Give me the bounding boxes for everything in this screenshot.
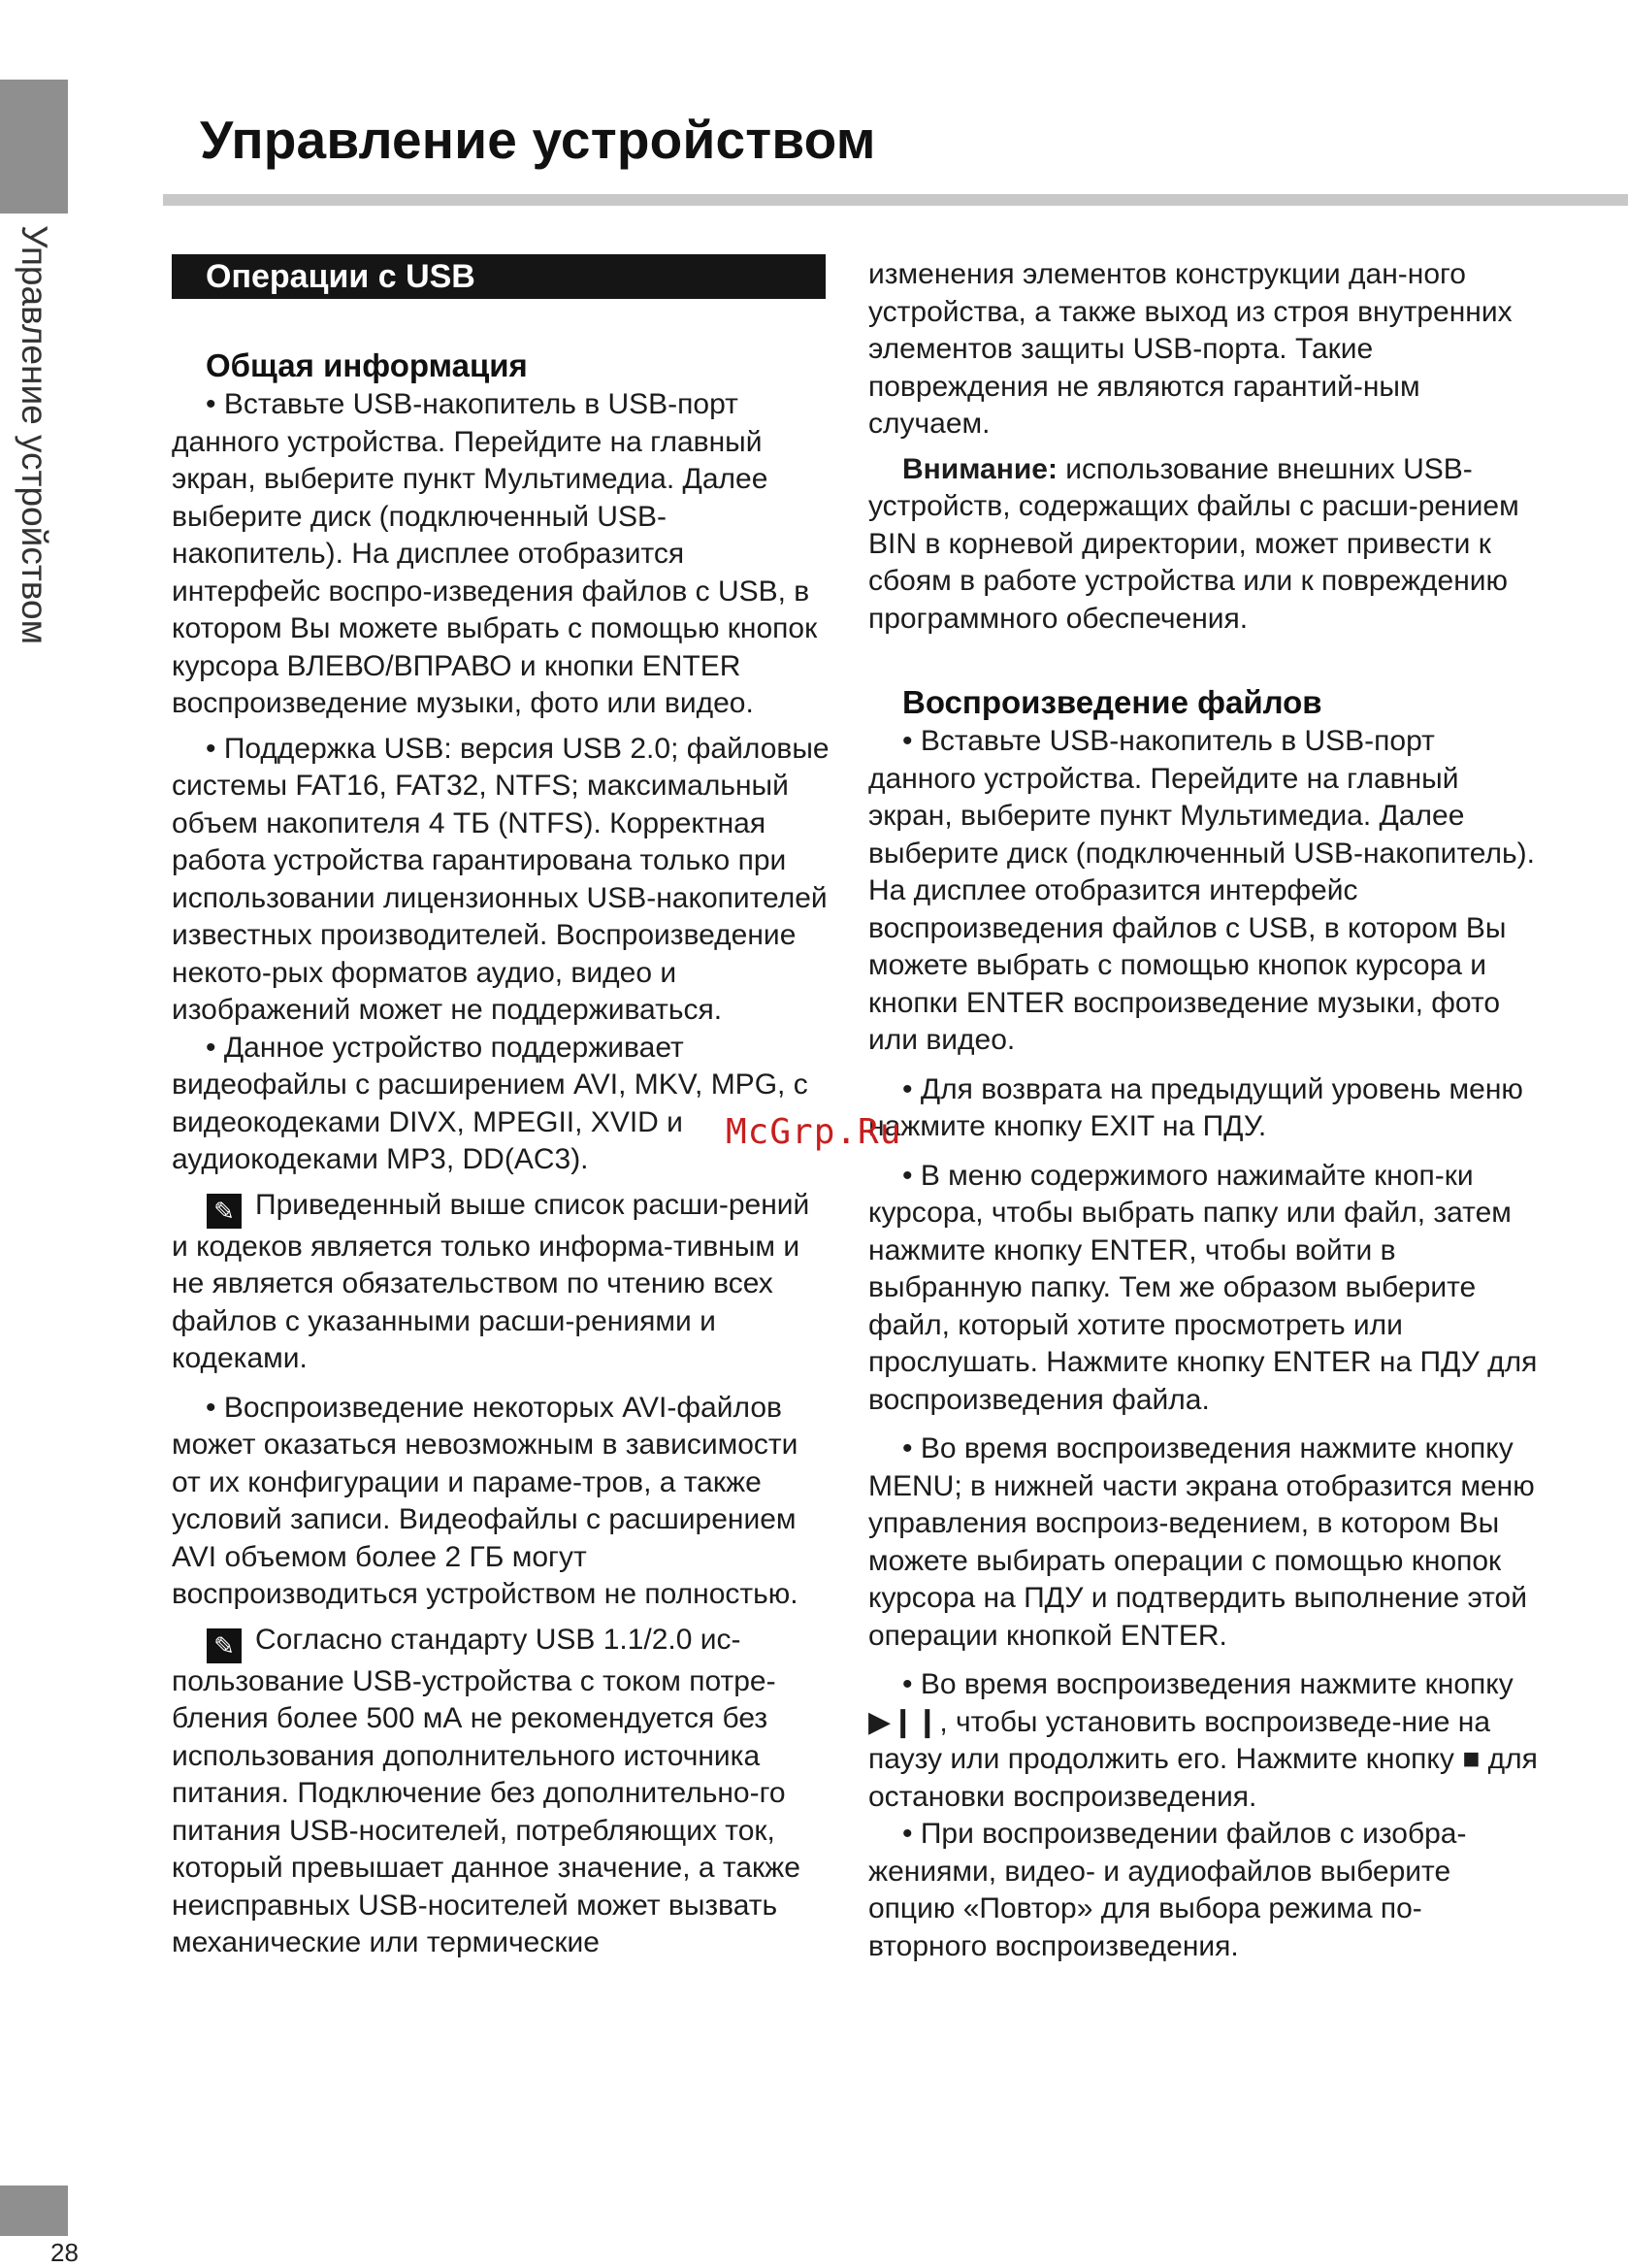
paragraph-insert-usb: • Вставьте USB-накопитель в USB-порт данного устройства. Перейдите на главный экран, выберите пункт Мультимедиа. Далее выберите диск (подключенный USB-накопитель). На дисплее отобразится интерфейс воспро-изведения файлов с USB, в котором Вы можете выбрать с помощью кнопок курсора ВЛЕВО/ВПРАВО и кнопки ENTER воспроизведение музыки, фото или видео. — [172, 388, 818, 719]
paragraph-content-menu: • В меню содержимого нажимайте кноп-ки курсора, чтобы выбрать папку или файл, затем нажмите кнопку ENTER, чтобы войти в выбранную папку. Тем же образом выберите файл, который хотите просмотреть или прослушать. Нажмите кнопку ENTER на ПДУ для воспроизведения файла. — [868, 1159, 1538, 1416]
paragraph-pause-stop: • Во время воспроизведения нажмите кнопку ▶❙❙, чтобы установить воспроизведе-ние на паузу или продолжить его. Нажмите кнопку ■ для остановки воспроизведения. — [868, 1668, 1538, 1813]
left-column — [172, 345, 831, 1962]
note-usb-power: ✎ Согласно стандарту USB 1.1/2.0 ис-пользование USB-устройства с током потре-бления более 500 мА не рекомендуется без использования дополнительного источника питания. Подключение без дополнительно-го питания USB-носителей, потребляющих ток, который превышает данное значение, а также неисправных USB-носителей может вызвать механические или термические — [172, 1623, 800, 1958]
side-tab-marker — [0, 80, 68, 214]
paragraph-exit: • Для возврата на предыдущий уровень меню нажмите кнопку EXIT на ПДУ. — [868, 1072, 1523, 1142]
note-codecs: ✎ Приведенный выше список расши-рений и кодеков является только информа-тивным и не является обязательством по чтению всех файлов с указанными расши-рениями и кодеками. — [172, 1188, 810, 1374]
play-pause-icon: ▶❙❙ — [868, 1705, 940, 1738]
pencil-note-icon: ✎ — [207, 1628, 242, 1663]
stop-icon: ■ — [1462, 1743, 1481, 1775]
right-column — [868, 256, 1538, 1973]
general-info-heading: Общая информация — [206, 347, 528, 383]
paragraph-formats: • Данное устройство поддерживает видеофайлы с расширением AVI, MKV, MPG, с видеокодеками DIVX, MPEGII, XVID и аудиокодеками MP3, DD(AC3). — [172, 1031, 808, 1175]
paragraph-repeat: • При воспроизведении файлов с изобра-жениями, видео- и аудиофайлов выберите опцию «Повтор» для выбора режима по-вторного воспроизведения. — [868, 1818, 1467, 1962]
title-divider — [163, 194, 1628, 206]
paragraph-avi: • Воспроизведение некоторых AVI-файлов может оказаться невозможным в зависимости от их конфигурации и параме-тров, а также условий записи. Видеофайлы с расширением AVI объемом более 2 ГБ могут воспроизводиться устройством не полностью. — [172, 1391, 798, 1610]
paragraph-continued: изменения элементов конструкции дан-ного устройства, а также выход из строя внутренних элементов защиты USB-порта. Такие повреждения не являются гарантий-ным случаем. — [868, 258, 1513, 440]
page-number: 28 — [50, 2238, 79, 2267]
paragraph-menu-button: • Во время воспроизведения нажмите кнопку MENU; в нижней части экрана отобразится меню управления воспроиз-ведением, в котором Вы можете выбирать операции с помощью кнопок курсора на ПДУ и подтвердить выполнение этой операции кнопкой ENTER. — [868, 1432, 1535, 1652]
warning-paragraph: Внимание: использование внешних USB-устройств, содержащих файлы с расши-рением BIN в корневой директории, может привести к сбоям в работе устройства или к повреждению программного обеспечения. — [868, 452, 1519, 635]
warning-label: Внимание: — [902, 452, 1058, 485]
playback-heading: Воспроизведение файлов — [902, 684, 1322, 720]
watermark: McGrp.Ru — [726, 1112, 902, 1152]
page-tab-marker — [0, 2186, 68, 2236]
page-title: Управление устройством — [200, 110, 876, 170]
pencil-note-icon: ✎ — [207, 1194, 242, 1229]
paragraph-playback-insert: • Вставьте USB-накопитель в USB-порт данного устройства. Перейдите на главный экран, выберите пункт Мультимедиа. Далее выберите диск (подключенный USB-накопитель). На дисплее отобразится интерфейс воспроизведения файлов с USB, в котором Вы можете выбрать с помощью кнопок курсора и кнопки ENTER воспроизведение музыки, фото или видео. — [868, 725, 1535, 1056]
paragraph-usb-support: • Поддержка USB: версия USB 2.0; файловые системы FAT16, FAT32, NTFS; максимальный объем накопителя 4 ТБ (NTFS). Корректная работа устройства гарантирована только при использовании лицензионных USB-накопителей известных производителей. Воспроизведение некото-рых форматов аудио, видео и изображений может не поддерживаться. — [172, 732, 830, 1026]
section-header: Операции с USB — [172, 254, 826, 299]
